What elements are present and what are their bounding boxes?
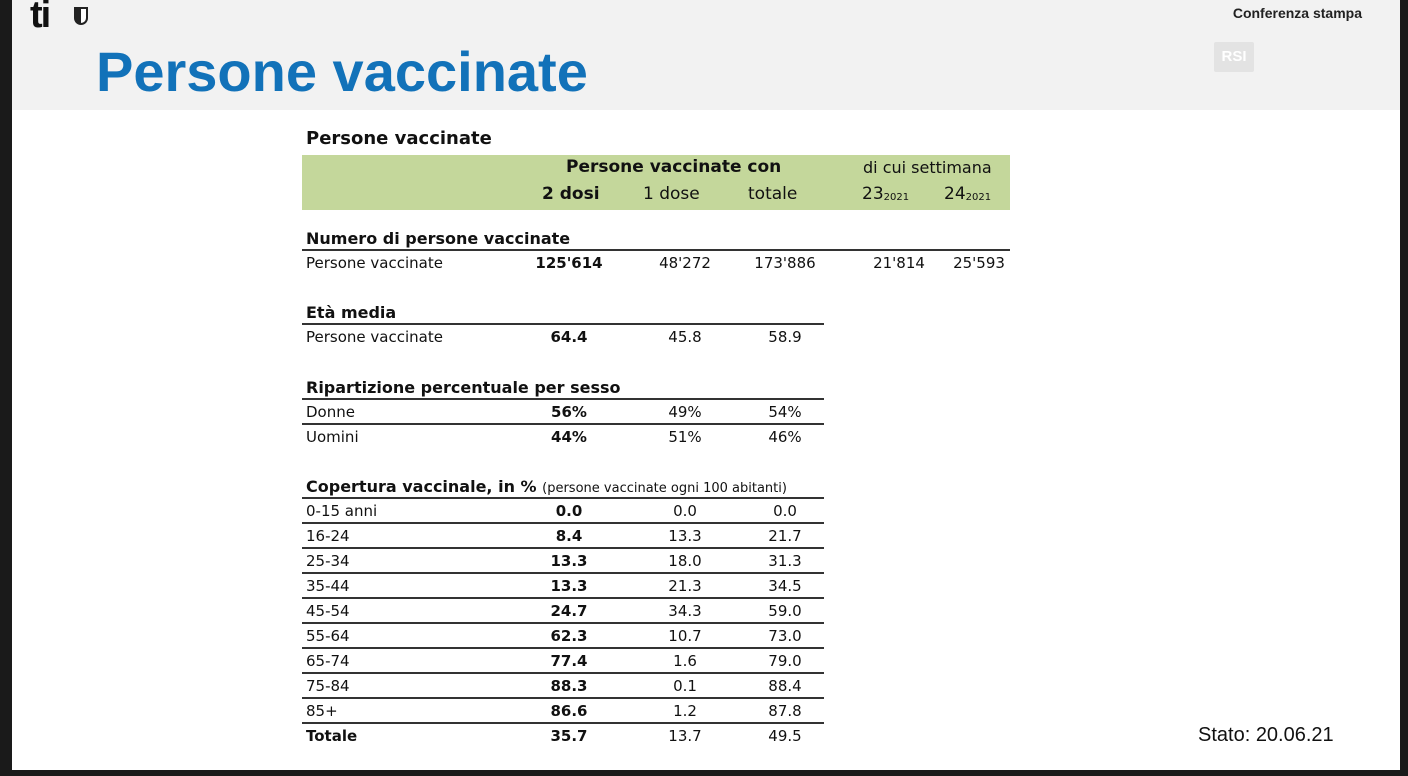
event-label: Conferenza stampa [1232,5,1362,21]
slide [12,0,1400,770]
table-row: Persone vaccinate 64.4 45.8 58.9 [306,328,802,346]
table-row: 35-44 13.3 21.3 34.5 [302,574,824,599]
table-row: 16-24 8.4 13.3 21.7 [302,524,824,549]
col-header-1dose: 1 dose [643,184,700,204]
week-header: di cui settimana [863,158,992,177]
table-row: 75-84 88.3 0.1 88.4 [302,674,824,699]
table-row: Persone vaccinate 125'614 48'272 173'886 21'814 25'593 [306,254,1005,272]
ti-logo: ti [30,0,50,36]
col-header-totale: totale [748,184,798,204]
section-heading: Copertura vaccinale, in % (persone vaccinate ogni 100 abitanti) [302,475,824,499]
table-header-band [302,155,1010,210]
table-row: 45-54 24.7 34.3 59.0 [302,599,824,624]
col-header-2dosi: 2 dosi [542,184,600,204]
col-header-week-24: $24_{2021}$ [944,184,992,204]
table-row: Uomini 44% 51% 46% [306,428,802,446]
table-row-total: Totale 35.7 13.7 49.5 [306,727,802,745]
rsi-watermark: RSI [1214,42,1254,72]
section-heading: Ripartizione percentuale per sesso [302,376,824,400]
section-heading: Età media [302,301,824,325]
table-row: Donne 56% 49% 54% [302,400,824,425]
status-date: Stato: 20.06.21 [1198,724,1334,746]
table-row: 55-64 62.3 10.7 73.0 [302,624,824,649]
group-header: Persone vaccinate con [566,157,782,177]
canton-crest-icon [74,7,88,25]
table-title: Persone vaccinate [306,128,492,149]
col-header-week-23: $23_{2021}$ [862,184,910,204]
section-heading: Numero di persone vaccinate [302,227,1010,251]
section-heading-note: (persone vaccinate ogni 100 abitanti) [542,481,787,496]
table-row: 25-34 13.3 18.0 31.3 [302,549,824,574]
slide-header [12,0,1400,110]
page-title: Persone vaccinate [96,40,588,103]
table-row: 85+ 86.6 1.2 87.8 [302,699,824,724]
table-row: 0-15 anni 0.0 0.0 0.0 [302,499,824,524]
table-row: 65-74 77.4 1.6 79.0 [302,649,824,674]
